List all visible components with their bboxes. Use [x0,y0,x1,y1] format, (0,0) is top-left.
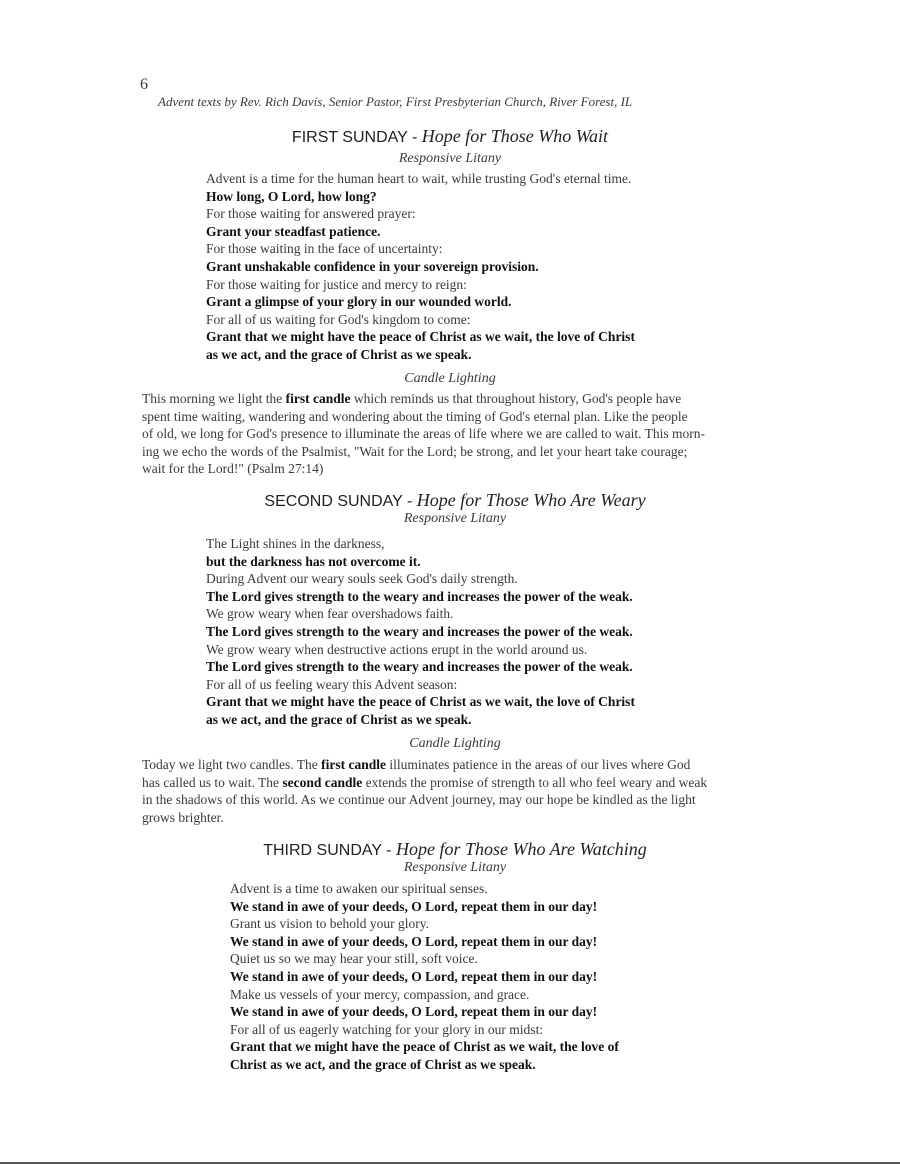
candle-lighting-second-sunday [142,756,770,826]
responsive-litany-label: Responsive Litany [403,860,507,875]
litany-line: For all of us eagerly watching for your glory in our midst: [230,1021,544,1037]
litany-response: but the darkness has not overcome it. [206,553,421,569]
candle-text-line: has called us to wait. The second candle extends the promise of strength to all who feel weary and weak [142,774,708,790]
litany-line: Grant us vision to behold your glory. [230,916,429,932]
candle-text-line: in the shadows of this world. As we continue our Advent journey, may our hope be kindled as the light [142,792,696,808]
litany-line: For all of us waiting for God's kingdom to come: [206,311,471,327]
litany-response: We stand in awe of your deeds, O Lord, repeat them in our day! [230,1004,598,1020]
litany-response: Grant that we might have the peace of Christ as we wait, the love of Christ [206,694,635,710]
litany-response: We stand in awe of your deeds, O Lord, repeat them in our day! [230,933,598,949]
litany-response: Christ as we act, and the grace of Christ as we speak. [230,1056,536,1072]
section-heading: THIRD SUNDAY - [263,842,396,859]
credit-line: Advent texts by Rev. Rich Davis, Senior Pastor, First Presbyterian Church, River Forest, IL [158,94,633,109]
section-title-third-sunday [0,839,900,860]
litany-second-sunday [206,535,635,729]
litany-line: For those waiting for answered prayer: [206,206,416,222]
section-title-second-sunday [0,490,900,511]
page-number: 6 [140,76,148,93]
candle-text-line: Today we light two candles. The first candle illuminates patience in the areas of our lives where God [142,757,691,772]
candle-lighting-label: Candle Lighting [409,736,501,751]
litany-line: Quiet us so we may hear your still, soft voice. [230,951,478,967]
candle-lighting-label: Candle Lighting [404,371,496,386]
litany-response: The Lord gives strength to the weary and increases the power of the weak. [206,588,633,604]
candle-text-line: of old, we long for God's presence to illuminate the areas of life where we are called to wait. This morn- [142,426,705,442]
litany-line: Advent is a time to awaken our spiritual senses. [230,881,488,896]
litany-third-sunday [230,880,619,1074]
litany-response: The Lord gives strength to the weary and increases the power of the weak. [206,659,633,675]
litany-line: For those waiting for justice and mercy to reign: [206,276,467,292]
litany-response: Grant unshakable confidence in your sovereign provision. [206,258,539,274]
litany-response: We stand in awe of your deeds, O Lord, repeat them in our day! [230,968,598,984]
litany-response: as we act, and the grace of Christ as we speak. [206,711,472,727]
section-heading: SECOND SUNDAY - [264,493,417,510]
litany-response: Grant your steadfast patience. [206,223,381,239]
litany-line: For all of us feeling weary this Advent season: [206,676,458,692]
litany-response: The Lord gives strength to the weary and increases the power of the weak. [206,623,633,639]
responsive-litany-label: Responsive Litany [403,511,507,526]
litany-line: We grow weary when destructive actions erupt in the world around us. [206,641,588,657]
section-title-first-sunday [0,126,900,147]
section-heading: FIRST SUNDAY - [291,129,422,146]
litany-response: Grant that we might have the peace of Christ as we wait, the love of Christ [206,329,635,345]
litany-response: as we act, and the grace of Christ as we speak. [206,346,472,362]
litany-response: Grant a glimpse of your glory in our wounded world. [206,294,512,310]
candle-text-line: wait for the Lord!" (Psalm 27:14) [142,461,324,477]
litany-response: We stand in awe of your deeds, O Lord, repeat them in our day! [230,898,598,914]
litany-line: For those waiting in the face of uncertainty: [206,241,443,257]
litany-response: How long, O Lord, how long? [206,188,377,204]
litany-response: Grant that we might have the peace of Christ as we wait, the love of [230,1039,619,1055]
section-theme: Hope for Those Who Wait [421,126,609,146]
candle-text-line: spent time waiting, wandering and wondering about the timing of God's eternal plan. Like the people [142,408,688,424]
responsive-litany-label: Responsive Litany [398,151,502,166]
candle-text-line: This morning we light the first candle which reminds us that throughout history, God's people have [142,391,682,406]
litany-line: During Advent our weary souls seek God's daily strength. [206,571,518,587]
litany-line: Make us vessels of your mercy, compassion, and grace. [230,986,530,1002]
litany-line: We grow weary when fear overshadows faith. [206,606,454,622]
litany-first-sunday [206,170,635,364]
candle-text-line: ing we echo the words of the Psalmist, "Wait for the Lord; be strong, and let your heart take courage; [142,443,688,459]
candle-lighting-first-sunday [142,390,770,478]
section-theme: Hope for Those Who Are Weary [416,490,646,510]
candle-text-line: grows brighter. [142,809,224,825]
section-theme: Hope for Those Who Are Watching [395,839,647,859]
litany-line: The Light shines in the darkness, [206,536,385,551]
litany-line: Advent is a time for the human heart to wait, while trusting God's eternal time. [206,171,632,186]
